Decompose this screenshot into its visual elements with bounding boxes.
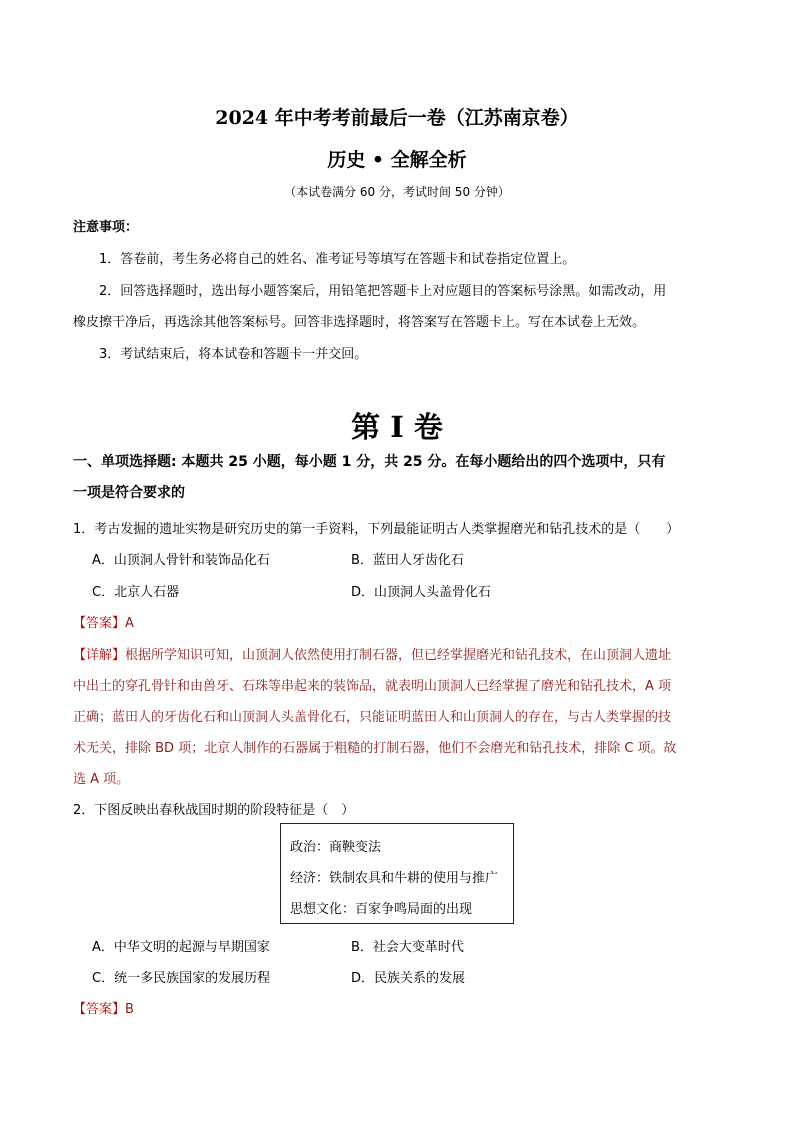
question-option: B．蓝田人牙齿化石 <box>351 553 464 568</box>
section-title: 第 I 卷 <box>351 410 443 444</box>
question-option: D．民族关系的发展 <box>351 971 466 986</box>
section-instruction: 一、单项选择题: 本题共 25 小题，每小题 1 分，共 25 分。在每小题给出的四个选项中，只有 <box>73 454 666 470</box>
answer-line <box>73 998 134 1017</box>
question-option: D．山顶洞人头盖骨化石 <box>351 585 492 600</box>
detail-label: 【详解】 <box>73 648 126 663</box>
answer-line <box>73 612 134 631</box>
exam-subtitle: 历史 • 全解全析 <box>327 149 467 171</box>
notice-item: 3．考试结束后，将本试卷和答题卡一并交回。 <box>99 347 368 362</box>
notice-item: 2．回答选择题时，选出每小题答案后，用铅笔把答题卡上对应题目的答案标号涂黑。如需改动，用 <box>99 284 667 299</box>
detail-line: 术无关，排除 BD 项；北京人制作的石器属于粗糙的打制石器，他们不会磨光和钻孔技术，排除 C 项。故 <box>73 741 677 756</box>
detail-line: 选 A 项。 <box>73 772 130 787</box>
question-option: A．山顶洞人骨针和装饰品化石 <box>92 553 270 568</box>
answer-value: B <box>125 1002 134 1017</box>
question-stem: 1．考古发掘的遗址实物是研究历史的第一手资料，下列最能证明古人类掌握磨光和钻孔技术的是（ ） <box>73 522 680 537</box>
box-line: 思想文化：百家争鸣局面的出现 <box>290 902 473 917</box>
notice-item: 橡皮擦干净后，再选涂其他答案标号。回答非选择题时，将答案写在答题卡上。写在本试卷上无效。 <box>73 315 646 330</box>
box-line: 经济：铁制农具和牛耕的使用与推广 <box>290 871 499 886</box>
detail-text: 根据所学知识可知，山顶洞人依然使用打制石器，但已经掌握磨光和钻孔技术，在山顶洞人遗址 <box>125 648 672 663</box>
question-option: C．统一多民族国家的发展历程 <box>92 971 271 986</box>
box-line: 政治：商鞅变法 <box>290 840 382 855</box>
answer-label: 【答案】 <box>73 616 126 631</box>
question-option: A．中华文明的起源与早期国家 <box>92 940 270 955</box>
info-box <box>280 823 514 924</box>
question-option: B．社会大变革时代 <box>351 940 464 955</box>
detail-line: 中出土的穿孔骨针和由兽牙、石珠等串起来的装饰品，就表明山顶洞人已经掌握了磨光和钻孔技术，A 项 <box>73 679 672 694</box>
exam-meta: （本试卷满分 60 分，考试时间 50 分钟） <box>284 185 510 199</box>
answer-label: 【答案】 <box>73 1002 126 1017</box>
section-instruction: 一项是符合要求的 <box>73 485 185 501</box>
answer-value: A <box>125 616 134 631</box>
notice-heading: 注意事项： <box>73 220 139 235</box>
notice-item: 1．答卷前，考生务必将自己的姓名、准考证号等填写在答题卡和试卷指定位置上。 <box>99 252 576 267</box>
question-option: C．北京人石器 <box>92 585 180 600</box>
question-stem: 2．下图反映出春秋战国时期的阶段特征是（ ） <box>73 803 355 818</box>
detail-line: 正确；蓝田人的牙齿化石和山顶洞人头盖骨化石，只能证明蓝田人和山顶洞人的存在，与古人类掌握的技 <box>73 710 672 725</box>
detail-line <box>73 644 671 663</box>
exam-title: 2024 年中考考前最后一卷（江苏南京卷） <box>215 107 579 129</box>
